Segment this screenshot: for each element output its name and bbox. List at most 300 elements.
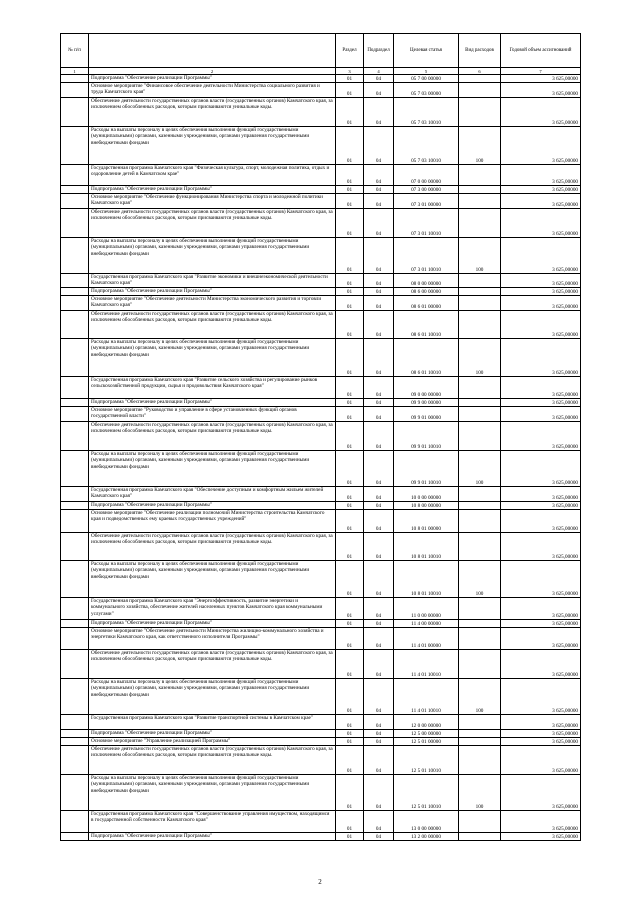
razdel-cell: 01 [336, 288, 364, 296]
row-number-cell [61, 510, 89, 533]
item-name-cell: Государственная программа Камчатского края "Развитие экономики и внешнеэкономической деятельности Камчатского края" [89, 274, 336, 288]
expense-type-cell [459, 738, 501, 746]
podrazdel-cell: 04 [364, 296, 394, 311]
col-header-number: № п/п [61, 34, 89, 68]
table-row [61, 598, 581, 620]
row-number-cell [61, 620, 89, 628]
razdel-cell: 01 [336, 209, 364, 238]
razdel-cell: 01 [336, 628, 364, 650]
table-row [61, 83, 581, 98]
expense-type-cell [459, 377, 501, 399]
podrazdel-cell: 04 [364, 451, 394, 487]
row-number-cell [61, 502, 89, 510]
razdel-cell: 01 [336, 407, 364, 422]
row-number-cell [61, 274, 89, 288]
col-header-podrazdel: Подраздел [364, 34, 394, 68]
expense-type-cell [459, 833, 501, 841]
item-name-cell: Расходы на выплаты персоналу в целях обеспечения выполнения функций государственными (муниципальными) органами, казенными учреждениями, органами управления государственными внебюджетными фондами [89, 451, 336, 487]
table-row [61, 510, 581, 533]
amount-cell: 3 625,00000 [501, 288, 581, 296]
amount-cell: 3 625,00000 [501, 377, 581, 399]
item-name-cell: Основное мероприятие "Руководство и управление в сфере установленных функций органов государственной власти" [89, 407, 336, 422]
col-header-statya: Целевая статья [394, 34, 459, 68]
table-row [61, 620, 581, 628]
amount-cell: 3 625,00000 [501, 194, 581, 209]
item-name-cell: Обеспечение деятельности государственных органов власти (государственных органов) Камчатского края, за исключением обособленных расходов, которым присваиваются уникальные коды. [89, 533, 336, 561]
razdel-cell: 01 [336, 238, 364, 274]
row-number-cell [61, 399, 89, 407]
table-row [61, 650, 581, 679]
item-name-cell: Подпрограмма "Обеспечение реализации Программы" [89, 502, 336, 510]
table-row [61, 339, 581, 377]
table-row [61, 451, 581, 487]
podrazdel-cell: 04 [364, 679, 394, 715]
col-header-name [89, 34, 336, 68]
table-row [61, 422, 581, 451]
amount-cell: 3 625,00000 [501, 75, 581, 83]
razdel-cell: 01 [336, 194, 364, 209]
amount-cell: 3 625,00000 [501, 487, 581, 502]
table-row [61, 679, 581, 715]
item-name-cell: Государственная программа Камчатского края "Физическая культура, спорт, молодежная политика, отдых и оздоровление детей в Камчатском крае" [89, 165, 336, 186]
target-article-cell: 05 7 03 00000 [394, 83, 459, 98]
item-name-cell: Подпрограмма "Обеспечение реализации Программы" [89, 833, 336, 841]
podrazdel-cell: 04 [364, 165, 394, 186]
podrazdel-cell: 04 [364, 98, 394, 127]
target-article-cell: 11 4 01 00000 [394, 628, 459, 650]
table-row [61, 288, 581, 296]
expense-type-cell [459, 811, 501, 833]
razdel-cell: 01 [336, 377, 364, 399]
col-header-amount: Годовой объем ассигнований [501, 34, 581, 68]
row-number-cell [61, 746, 89, 775]
podrazdel-cell: 04 [364, 650, 394, 679]
expense-type-cell [459, 274, 501, 288]
podrazdel-cell: 04 [364, 127, 394, 165]
item-name-cell: Основное мероприятие "Обеспечение деятельности Министерства экономического развития и торговли Камчатского края" [89, 296, 336, 311]
podrazdel-cell: 04 [364, 339, 394, 377]
item-name-cell: Подпрограмма "Обеспечение реализации Программы" [89, 730, 336, 738]
row-number-cell [61, 407, 89, 422]
amount-cell: 3 625,00000 [501, 775, 581, 811]
amount-cell: 3 625,00000 [501, 561, 581, 598]
expense-type-cell [459, 296, 501, 311]
table-row [61, 775, 581, 811]
amount-cell: 3 625,00000 [501, 186, 581, 194]
target-article-cell: 08 6 01 10010 [394, 311, 459, 339]
item-name-cell: Основное мероприятие "Обеспечение функционирования Министерства спорта и молодежной политики Камчатского края" [89, 194, 336, 209]
table-row [61, 715, 581, 730]
item-name-cell: Основное мероприятие "Финансовое обеспечение деятельности Министерства социального развития и труда Камчатского края" [89, 83, 336, 98]
table-row [61, 75, 581, 83]
amount-cell: 3 625,00000 [501, 620, 581, 628]
razdel-cell: 01 [336, 186, 364, 194]
table-row [61, 833, 581, 841]
razdel-cell: 01 [336, 339, 364, 377]
podrazdel-cell: 04 [364, 194, 394, 209]
col-number: 5 [394, 68, 459, 75]
amount-cell: 3 625,00000 [501, 422, 581, 451]
target-article-cell: 08 6 01 10010 [394, 339, 459, 377]
item-name-cell: Обеспечение деятельности государственных органов власти (государственных органов) Камчатского края, за исключением обособленных расходов, которым присваиваются уникальные коды. [89, 311, 336, 339]
amount-cell: 3 625,00000 [501, 238, 581, 274]
table-row [61, 628, 581, 650]
podrazdel-cell: 04 [364, 598, 394, 620]
amount-cell: 3 625,00000 [501, 628, 581, 650]
amount-cell: 3 625,00000 [501, 451, 581, 487]
table-row [61, 533, 581, 561]
row-number-cell [61, 730, 89, 738]
row-number-cell [61, 715, 89, 730]
row-number-cell [61, 194, 89, 209]
expense-type-cell [459, 209, 501, 238]
item-name-cell: Основное мероприятие "Обеспечение деятельности Министерства жилищно-коммунального хозяйства и энергетики Камчатского края, как ответственного исполнителя Программы" [89, 628, 336, 650]
target-article-cell: 07 3 00 00000 [394, 186, 459, 194]
razdel-cell: 01 [336, 502, 364, 510]
amount-cell: 3 625,00000 [501, 311, 581, 339]
razdel-cell: 01 [336, 746, 364, 775]
row-number-cell [61, 209, 89, 238]
razdel-cell: 01 [336, 451, 364, 487]
expense-type-cell [459, 502, 501, 510]
expense-type-cell: 100 [459, 679, 501, 715]
amount-cell: 3 625,00000 [501, 650, 581, 679]
podrazdel-cell: 04 [364, 533, 394, 561]
row-number-cell [61, 628, 89, 650]
expense-type-cell [459, 186, 501, 194]
col-number: 7 [501, 68, 581, 75]
item-name-cell: Государственная программа Камчатского края "Развитие транспортной системы в Камчатском крае" [89, 715, 336, 730]
table-row [61, 730, 581, 738]
item-name-cell: Подпрограмма "Обеспечение реализации Программы" [89, 620, 336, 628]
item-name-cell: Основное мероприятие "Управление реализацией Программы" [89, 738, 336, 746]
table-row [61, 561, 581, 598]
target-article-cell: 07 3 01 00000 [394, 194, 459, 209]
expense-type-cell [459, 620, 501, 628]
target-article-cell: 05 7 03 10010 [394, 98, 459, 127]
target-article-cell: 12 0 00 00000 [394, 715, 459, 730]
expense-type-cell: 100 [459, 238, 501, 274]
item-name-cell: Государственная программа Камчатского края "Развитие сельского хозяйства и регулирование рынков сельскохозяйственной продукции, сырья и продовольствия Камчатского края" [89, 377, 336, 399]
razdel-cell: 01 [336, 730, 364, 738]
item-name-cell: Подпрограмма "Обеспечение реализации Программы" [89, 399, 336, 407]
podrazdel-cell: 04 [364, 730, 394, 738]
row-number-cell [61, 679, 89, 715]
amount-cell: 3 625,00000 [501, 127, 581, 165]
item-name-cell: Расходы на выплаты персоналу в целях обеспечения выполнения функций государственными (муниципальными) органами, казенными учреждениями, органами управления государственными внебюджетными фондами [89, 679, 336, 715]
razdel-cell: 01 [336, 422, 364, 451]
table-row [61, 165, 581, 186]
row-number-cell [61, 98, 89, 127]
razdel-cell: 01 [336, 650, 364, 679]
podrazdel-cell: 04 [364, 561, 394, 598]
target-article-cell: 13 2 00 00000 [394, 833, 459, 841]
razdel-cell: 01 [336, 598, 364, 620]
col-number: 6 [459, 68, 501, 75]
col-number: 4 [364, 68, 394, 75]
podrazdel-cell: 04 [364, 775, 394, 811]
podrazdel-cell: 04 [364, 75, 394, 83]
expense-type-cell [459, 83, 501, 98]
expense-type-cell [459, 288, 501, 296]
column-number-row [61, 68, 581, 75]
target-article-cell: 12 5 01 10010 [394, 775, 459, 811]
amount-cell: 3 625,00000 [501, 730, 581, 738]
amount-cell: 3 625,00000 [501, 209, 581, 238]
row-number-cell [61, 487, 89, 502]
table-row [61, 399, 581, 407]
item-name-cell: Обеспечение деятельности государственных органов власти (государственных органов) Камчатского края, за исключением обособленных расходов, которым присваиваются уникальные коды. [89, 422, 336, 451]
item-name-cell: Расходы на выплаты персоналу в целях обеспечения выполнения функций государственными (муниципальными) органами, казенными учреждениями, органами управления государственными внебюджетными фондами [89, 775, 336, 811]
expense-type-cell [459, 533, 501, 561]
budget-table [60, 33, 581, 841]
razdel-cell: 01 [336, 561, 364, 598]
table-body [61, 75, 581, 841]
expense-type-cell: 100 [459, 339, 501, 377]
razdel-cell: 01 [336, 487, 364, 502]
amount-cell: 3 625,00000 [501, 407, 581, 422]
expense-type-cell [459, 487, 501, 502]
row-number-cell [61, 533, 89, 561]
amount-cell: 3 625,00000 [501, 715, 581, 730]
item-name-cell: Основное мероприятие "Обеспечение реализации полномочий Министерства строительства Камчатского края и подведомственных ему краевых государственных учреждений" [89, 510, 336, 533]
row-number-cell [61, 296, 89, 311]
amount-cell: 3 625,00000 [501, 510, 581, 533]
razdel-cell: 01 [336, 165, 364, 186]
table-row [61, 296, 581, 311]
row-number-cell [61, 377, 89, 399]
table-row [61, 186, 581, 194]
razdel-cell: 01 [336, 127, 364, 165]
col-number: 2 [89, 68, 336, 75]
target-article-cell: 09 9 01 10010 [394, 422, 459, 451]
podrazdel-cell: 04 [364, 274, 394, 288]
table-row [61, 746, 581, 775]
row-number-cell [61, 238, 89, 274]
expense-type-cell [459, 165, 501, 186]
target-article-cell: 11 0 00 00000 [394, 598, 459, 620]
expense-type-cell: 100 [459, 451, 501, 487]
row-number-cell [61, 127, 89, 165]
target-article-cell: 11 4 00 00000 [394, 620, 459, 628]
podrazdel-cell: 04 [364, 377, 394, 399]
podrazdel-cell: 04 [364, 83, 394, 98]
table-row [61, 98, 581, 127]
amount-cell: 3 625,00000 [501, 738, 581, 746]
amount-cell: 3 625,00000 [501, 502, 581, 510]
col-number: 3 [336, 68, 364, 75]
table-row [61, 209, 581, 238]
target-article-cell: 08 6 00 00000 [394, 288, 459, 296]
item-name-cell: Подпрограмма "Обеспечение реализации Программы" [89, 288, 336, 296]
amount-cell: 3 625,00000 [501, 833, 581, 841]
podrazdel-cell: 04 [364, 510, 394, 533]
row-number-cell [61, 288, 89, 296]
row-number-cell [61, 422, 89, 451]
expense-type-cell: 100 [459, 775, 501, 811]
expense-type-cell: 100 [459, 127, 501, 165]
header-row [61, 34, 581, 68]
expense-type-cell [459, 98, 501, 127]
row-number-cell [61, 165, 89, 186]
podrazdel-cell: 04 [364, 311, 394, 339]
target-article-cell: 11 4 01 10010 [394, 679, 459, 715]
target-article-cell: 13 0 00 00000 [394, 811, 459, 833]
expense-type-cell [459, 407, 501, 422]
item-name-cell: Обеспечение деятельности государственных органов власти (государственных органов) Камчатского края, за исключением обособленных расходов, которым присваиваются уникальные коды. [89, 209, 336, 238]
amount-cell: 3 625,00000 [501, 165, 581, 186]
table-row [61, 238, 581, 274]
razdel-cell: 01 [336, 679, 364, 715]
target-article-cell: 12 5 01 10010 [394, 746, 459, 775]
razdel-cell: 01 [336, 311, 364, 339]
podrazdel-cell: 04 [364, 628, 394, 650]
expense-type-cell [459, 510, 501, 533]
row-number-cell [61, 561, 89, 598]
row-number-cell [61, 598, 89, 620]
target-article-cell: 08 0 00 00000 [394, 274, 459, 288]
target-article-cell: 12 5 00 00000 [394, 730, 459, 738]
target-article-cell: 08 6 01 00000 [394, 296, 459, 311]
expense-type-cell [459, 598, 501, 620]
col-header-vid: Вид расходов [459, 34, 501, 68]
razdel-cell: 01 [336, 98, 364, 127]
amount-cell: 3 625,00000 [501, 746, 581, 775]
podrazdel-cell: 04 [364, 502, 394, 510]
item-name-cell: Обеспечение деятельности государственных органов власти (государственных органов) Камчатского края, за исключением обособленных расходов, которым присваиваются уникальные коды. [89, 746, 336, 775]
podrazdel-cell: 04 [364, 209, 394, 238]
row-number-cell [61, 811, 89, 833]
razdel-cell: 01 [336, 75, 364, 83]
item-name-cell: Обеспечение деятельности государственных органов власти (государственных органов) Камчатского края, за исключением обособленных расходов, которым присваиваются уникальные коды. [89, 98, 336, 127]
razdel-cell: 01 [336, 620, 364, 628]
target-article-cell: 09 9 01 00000 [394, 407, 459, 422]
item-name-cell: Расходы на выплаты персоналу в целях обеспечения выполнения функций государственными (муниципальными) органами, казенными учреждениями, органами управления государственными внебюджетными фондами [89, 238, 336, 274]
razdel-cell: 01 [336, 83, 364, 98]
podrazdel-cell: 04 [364, 833, 394, 841]
item-name-cell: Подпрограмма "Обеспечение реализации Программы" [89, 75, 336, 83]
podrazdel-cell: 04 [364, 238, 394, 274]
razdel-cell: 01 [336, 533, 364, 561]
expense-type-cell [459, 399, 501, 407]
amount-cell: 3 625,00000 [501, 274, 581, 288]
razdel-cell: 01 [336, 833, 364, 841]
expense-type-cell [459, 194, 501, 209]
table-row [61, 407, 581, 422]
expense-type-cell: 100 [459, 561, 501, 598]
expense-type-cell [459, 628, 501, 650]
item-name-cell: Обеспечение деятельности государственных органов власти (государственных органов) Камчатского края, за исключением обособленных расходов, которым присваиваются уникальные коды. [89, 650, 336, 679]
col-header-razdel: Раздел [336, 34, 364, 68]
razdel-cell: 01 [336, 274, 364, 288]
expense-type-cell [459, 650, 501, 679]
expense-type-cell [459, 75, 501, 83]
table-row [61, 811, 581, 833]
amount-cell: 3 625,00000 [501, 339, 581, 377]
podrazdel-cell: 04 [364, 746, 394, 775]
item-name-cell: Государственная программа Камчатского края "Обеспечение доступным и комфортным жильем жителей Камчатского края" [89, 487, 336, 502]
table-row [61, 487, 581, 502]
amount-cell: 3 625,00000 [501, 399, 581, 407]
row-number-cell [61, 451, 89, 487]
expense-type-cell [459, 422, 501, 451]
row-number-cell [61, 650, 89, 679]
col-number: 1 [61, 68, 89, 75]
table-row [61, 377, 581, 399]
razdel-cell: 01 [336, 296, 364, 311]
target-article-cell: 11 4 01 10010 [394, 650, 459, 679]
target-article-cell: 05 7 03 10010 [394, 127, 459, 165]
expense-type-cell [459, 715, 501, 730]
row-number-cell [61, 738, 89, 746]
podrazdel-cell: 04 [364, 738, 394, 746]
amount-cell: 3 625,00000 [501, 83, 581, 98]
target-article-cell: 05 7 00 00000 [394, 75, 459, 83]
podrazdel-cell: 04 [364, 487, 394, 502]
page-number: 2 [318, 878, 322, 886]
target-article-cell: 10 8 01 00000 [394, 510, 459, 533]
amount-cell: 3 625,00000 [501, 598, 581, 620]
item-name-cell: Расходы на выплаты персоналу в целях обеспечения выполнения функций государственными (муниципальными) органами, казенными учреждениями, органами управления государственными внебюджетными фондами [89, 339, 336, 377]
razdel-cell: 01 [336, 811, 364, 833]
target-article-cell: 10 8 01 10010 [394, 561, 459, 598]
target-article-cell: 10 8 00 00000 [394, 502, 459, 510]
amount-cell: 3 625,00000 [501, 98, 581, 127]
podrazdel-cell: 04 [364, 407, 394, 422]
razdel-cell: 01 [336, 738, 364, 746]
podrazdel-cell: 04 [364, 399, 394, 407]
row-number-cell [61, 311, 89, 339]
podrazdel-cell: 04 [364, 715, 394, 730]
table-row [61, 274, 581, 288]
target-article-cell: 07 3 01 10010 [394, 209, 459, 238]
row-number-cell [61, 775, 89, 811]
target-article-cell: 09 9 00 00000 [394, 399, 459, 407]
target-article-cell: 09 9 01 10010 [394, 451, 459, 487]
item-name-cell: Государственная программа Камчатского края "Энергоэффективность, развитие энергетики и коммунального хозяйства, обеспечение жителей населенных пунктов Камчатского края коммунальными услугами" [89, 598, 336, 620]
row-number-cell [61, 186, 89, 194]
table-row [61, 502, 581, 510]
razdel-cell: 01 [336, 399, 364, 407]
target-article-cell: 07 0 00 00000 [394, 165, 459, 186]
target-article-cell: 09 0 00 00000 [394, 377, 459, 399]
expense-type-cell [459, 746, 501, 775]
table-row [61, 127, 581, 165]
expense-type-cell [459, 730, 501, 738]
razdel-cell: 01 [336, 775, 364, 811]
expense-type-cell [459, 311, 501, 339]
razdel-cell: 01 [336, 510, 364, 533]
target-article-cell: 12 5 01 00000 [394, 738, 459, 746]
row-number-cell [61, 83, 89, 98]
razdel-cell: 01 [336, 715, 364, 730]
target-article-cell: 10 8 01 10010 [394, 533, 459, 561]
amount-cell: 3 625,00000 [501, 296, 581, 311]
podrazdel-cell: 04 [364, 620, 394, 628]
target-article-cell: 07 3 01 10010 [394, 238, 459, 274]
podrazdel-cell: 04 [364, 422, 394, 451]
podrazdel-cell: 04 [364, 186, 394, 194]
target-article-cell: 10 0 00 00000 [394, 487, 459, 502]
item-name-cell: Подпрограмма "Обеспечение реализации Программы" [89, 186, 336, 194]
amount-cell: 3 625,00000 [501, 679, 581, 715]
amount-cell: 3 625,00000 [501, 533, 581, 561]
item-name-cell: Расходы на выплаты персоналу в целях обеспечения выполнения функций государственными (муниципальными) органами, казенными учреждениями, органами управления государственными внебюджетными фондами [89, 561, 336, 598]
table-row [61, 311, 581, 339]
podrazdel-cell: 04 [364, 288, 394, 296]
row-number-cell [61, 339, 89, 377]
row-number-cell [61, 833, 89, 841]
